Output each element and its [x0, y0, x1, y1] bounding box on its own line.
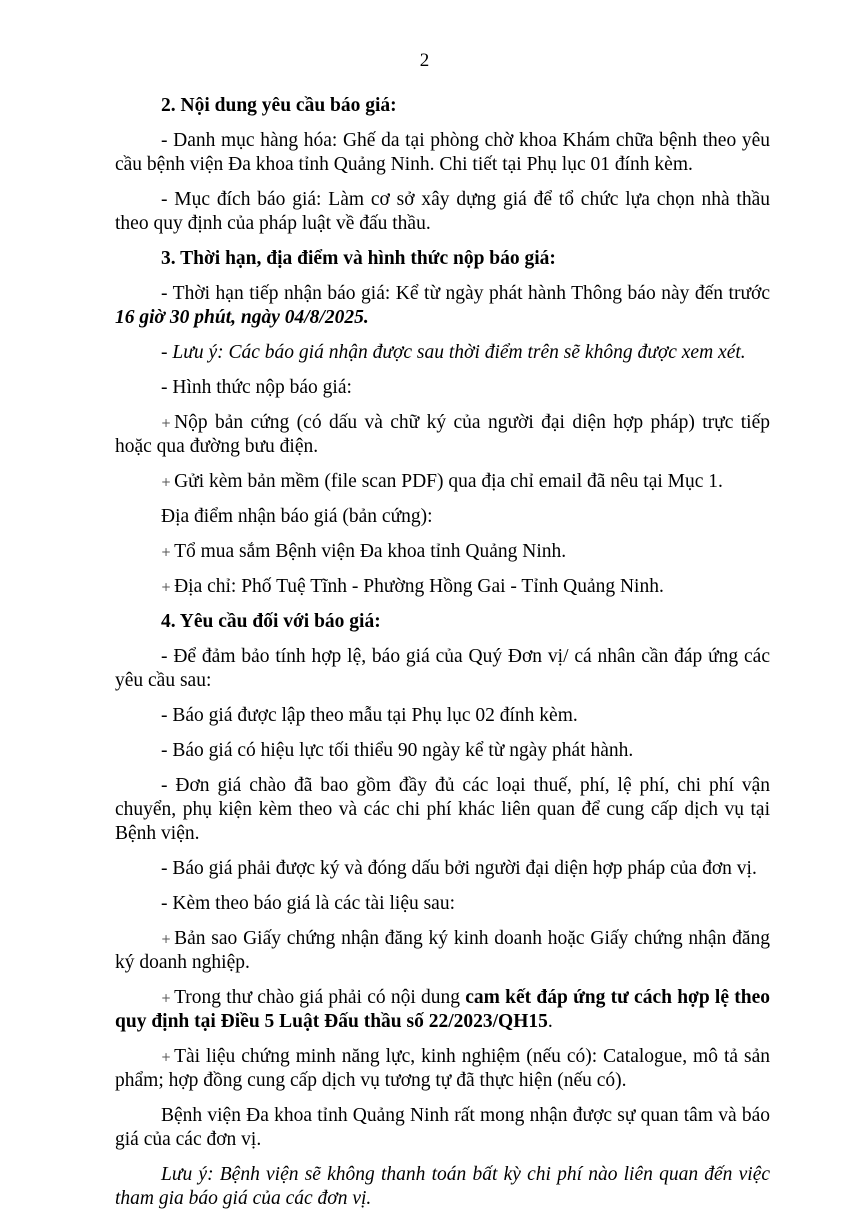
section-3-form-item — [115, 411, 770, 459]
section-2-item-purpose: - Mục đích báo giá: Làm cơ sở xây dựng giá để tổ chức lựa chọn nhà thầu theo quy định của pháp luật về đấu thầu. — [115, 189, 770, 234]
section-3-place-item — [115, 575, 770, 599]
section-4-item: - Kèm theo báo giá là các tài liệu sau: — [161, 893, 456, 914]
section-3-place-label: Địa điểm nhận báo giá (bản cứng): — [161, 506, 433, 527]
section-4-attachment — [115, 927, 770, 975]
page-number: 2 — [419, 50, 430, 71]
section-4-item: - Báo giá có hiệu lực tối thiểu 90 ngày kể từ ngày phát hành. — [161, 740, 634, 761]
section-3-heading: 3. Thời hạn, địa điểm và hình thức nộp báo giá: — [161, 248, 556, 269]
section-4-item: - Báo giá phải được ký và đóng dấu bởi người đại diện hợp pháp của đơn vị. — [161, 858, 757, 879]
plus-icon: + — [161, 1050, 172, 1064]
deadline-datetime: 16 giờ 30 phút, ngày 04/8/2025. — [115, 307, 369, 328]
plus-icon: + — [161, 932, 172, 946]
section-2-heading: 2. Nội dung yêu cầu báo giá: — [161, 95, 397, 116]
section-4-item: - Đơn giá chào đã bao gồm đầy đủ các loại thuế, phí, lệ phí, chi phí vận chuyển, phụ kiện kèm theo và các chi phí khác liên quan để cung cấp dịch vụ tại Bệnh viện. — [115, 775, 770, 844]
section-4-attachment — [115, 986, 770, 1034]
section-4-item: - Để đảm bảo tính hợp lệ, báo giá của Quý Đơn vị/ cá nhân cần đáp ứng các yêu cầu sau: — [115, 646, 770, 691]
document-body — [115, 94, 770, 1222]
plus-icon: + — [161, 580, 172, 594]
section-3-form-item — [115, 470, 770, 494]
plus-icon: + — [161, 991, 172, 1005]
place-item-text: Tổ mua sắm Bệnh viện Đa khoa tỉnh Quảng Ninh. — [174, 541, 567, 562]
form-item-text: Gửi kèm bản mềm (file scan PDF) qua địa chỉ email đã nêu tại Mục 1. — [174, 471, 723, 492]
form-item-text: Nộp bản cứng (có dấu và chữ ký của người đại diện hợp pháp) trực tiếp hoặc qua đường bưu điện. — [115, 412, 770, 457]
attachment-text: Bản sao Giấy chứng nhận đăng ký kinh doanh hoặc Giấy chứng nhận đăng ký doanh nghiệp. — [115, 928, 770, 973]
closing-paragraph: Bệnh viện Đa khoa tỉnh Quảng Ninh rất mong nhận được sự quan tâm và báo giá của các đơn vị. — [115, 1105, 770, 1150]
section-3-note: - Lưu ý: Các báo giá nhận được sau thời điểm trên sẽ không được xem xét. — [161, 342, 746, 363]
attachment-text: Trong thư chào giá phải có nội dung — [174, 987, 466, 1008]
place-item-text: Địa chỉ: Phố Tuệ Tĩnh - Phường Hồng Gai - Tỉnh Quảng Ninh. — [174, 576, 664, 597]
section-4-item: - Báo giá được lập theo mẫu tại Phụ lục 02 đính kèm. — [161, 705, 578, 726]
section-3-form-label: - Hình thức nộp báo giá: — [161, 377, 352, 398]
section-3-deadline — [115, 282, 770, 330]
section-2-item-goods: - Danh mục hàng hóa: Ghế da tại phòng chờ khoa Khám chữa bệnh theo yêu cầu bệnh viện Đa khoa tỉnh Quảng Ninh. Chi tiết tại Phụ lục 01 đính kèm. — [115, 130, 770, 175]
deadline-text: - Thời hạn tiếp nhận báo giá: Kể từ ngày phát hành Thông báo này đến trước — [161, 283, 770, 304]
section-4-heading: 4. Yêu cầu đối với báo giá: — [161, 611, 381, 632]
attachment-commitment: cam kết đáp ứng tư cách hợp lệ theo quy định tại Điều 5 Luật Đấu thầu số 22/2023/QH15 — [115, 987, 770, 1032]
plus-icon: + — [161, 416, 172, 430]
plus-icon: + — [161, 475, 172, 489]
final-note: Lưu ý: Bệnh viện sẽ không thanh toán bất kỳ chi phí nào liên quan đến việc tham gia báo giá của các đơn vị. — [115, 1164, 770, 1209]
section-3-place-item — [115, 540, 770, 564]
plus-icon: + — [161, 545, 172, 559]
attachment-text: Tài liệu chứng minh năng lực, kinh nghiệm (nếu có): Catalogue, mô tả sản phẩm; hợp đồng cung cấp dịch vụ tương tự đã thực hiện (nếu có). — [115, 1046, 770, 1091]
section-4-attachment — [115, 1045, 770, 1093]
attachment-period: . — [547, 1011, 553, 1032]
